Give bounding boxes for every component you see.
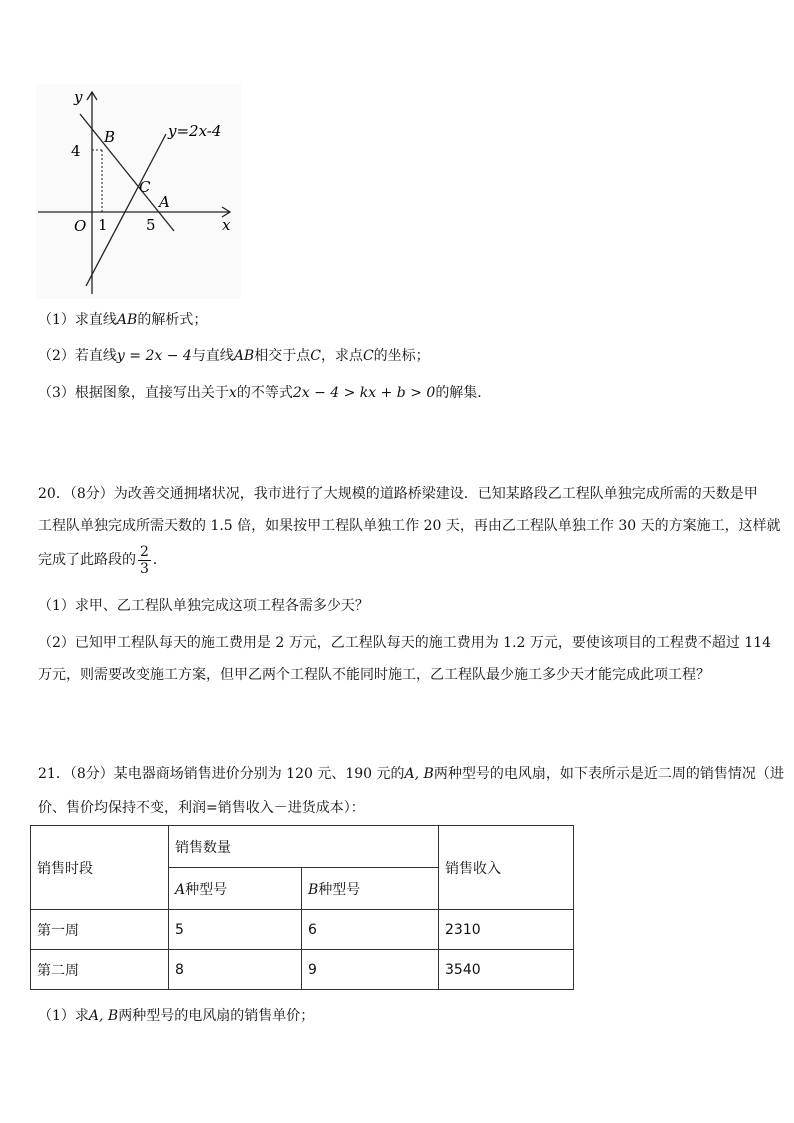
q21-line1-math-ab: A, B bbox=[404, 766, 434, 782]
y-axis-label: y bbox=[74, 88, 83, 106]
row2-b: 9 bbox=[302, 950, 439, 990]
header-model-b bbox=[302, 868, 439, 910]
q21-line1-text-c: 两种型号的电风扇，如下表所示是近二周的销售情况（进 bbox=[433, 766, 784, 782]
q19-part3-math-x: x bbox=[228, 385, 237, 401]
q20-line1: 20．（8分）为改善交通拥堵状况，我市进行了大规模的道路桥梁建设．已知某路段乙工程队单独完成所需的天数是甲 bbox=[38, 486, 758, 502]
q20-line3 bbox=[38, 543, 167, 577]
q19-part2-math-c2: C bbox=[362, 348, 374, 364]
x-axis-label: x bbox=[222, 216, 231, 234]
q19-part1 bbox=[38, 310, 207, 330]
q21-line1 bbox=[38, 764, 784, 784]
q19-part1-text-c: 的解析式； bbox=[137, 312, 208, 328]
q19-part3-text-e: 的解集． bbox=[435, 385, 492, 401]
q20-part1: （1）求甲、乙工程队单独完成这项工程各需多少天？ bbox=[38, 598, 369, 614]
q19-part3 bbox=[38, 383, 491, 403]
q19-part2-text-c: 与直线 bbox=[191, 348, 234, 364]
q20-part2-line1: （2）已知甲工程队每天的施工费用是 2 万元，乙工程队每天的施工费用为 1.2 万元，要使该项目的工程费不超过 114 bbox=[38, 635, 772, 651]
model-a-var: A bbox=[175, 881, 186, 898]
model-b-suffix: 种型号 bbox=[318, 881, 361, 898]
q21-part1 bbox=[38, 1006, 314, 1026]
point-b-label: B bbox=[104, 128, 116, 146]
q19-part2-text-a: （2）若直线 bbox=[38, 348, 117, 364]
fraction-two-thirds bbox=[138, 544, 151, 577]
row2-revenue: 3540 bbox=[439, 950, 574, 990]
point-a-label: A bbox=[159, 193, 170, 211]
tick-4-label: 4 bbox=[71, 142, 81, 160]
q21-part1-text-c: 两种型号的电风扇的销售单价； bbox=[118, 1008, 315, 1024]
tick-5-label: 5 bbox=[146, 216, 156, 234]
coordinate-graph bbox=[36, 84, 241, 299]
q20-line3-period: ． bbox=[152, 552, 167, 568]
header-period: 销售时段 bbox=[31, 826, 169, 910]
row1-revenue: 2310 bbox=[439, 910, 574, 950]
fraction-numerator: 2 bbox=[140, 543, 149, 560]
tick-1-label: 1 bbox=[98, 216, 108, 234]
point-c-label: C bbox=[139, 178, 151, 196]
q19-part2 bbox=[38, 346, 430, 366]
fraction-denominator: 3 bbox=[140, 560, 149, 577]
row2-period: 第二周 bbox=[31, 950, 169, 990]
row1-period: 第一周 bbox=[31, 910, 169, 950]
q19-part2-math-ab: AB bbox=[233, 348, 255, 364]
q21-line2: 价、售价均保持不变，利润=销售收入－进货成本）： bbox=[38, 800, 365, 816]
q20-part2-line2: 万元，则需要改变施工方案，但甲乙两个工程队不能同时施工，乙工程队最少施工多少天才能完成此项工程？ bbox=[38, 667, 710, 683]
q19-part2-math-line: y = 2x − 4 bbox=[116, 348, 192, 364]
q21-part1-math-ab: A, B bbox=[88, 1008, 119, 1024]
line-equation-label: y=2x-4 bbox=[168, 122, 222, 140]
table-row bbox=[31, 950, 574, 990]
sales-table bbox=[30, 825, 574, 990]
q21-line1-text-a: 21．（8分）某电器商场销售进价分别为 120 元、190 元的 bbox=[38, 766, 405, 782]
q19-part3-math-inequality: 2x − 4 > kx + b > 0 bbox=[292, 385, 436, 401]
q21-part1-text-a: （1）求 bbox=[38, 1008, 89, 1024]
row2-a: 8 bbox=[169, 950, 302, 990]
model-a-suffix: 种型号 bbox=[185, 881, 228, 898]
q20-line2: 工程队单独完成所需天数的 1.5 倍，如果按甲工程队单独工作 20 天，再由乙工程队单独工作 30 天的方案施工，这样就 bbox=[38, 518, 781, 534]
header-quantity: 销售数量 bbox=[169, 826, 439, 868]
q19-part1-text-a: （1）求直线 bbox=[38, 312, 117, 328]
row1-a: 5 bbox=[169, 910, 302, 950]
q19-part2-math-c: C bbox=[310, 348, 321, 364]
model-b-var: B bbox=[308, 881, 319, 898]
q19-part3-text-c: 的不等式 bbox=[236, 385, 293, 401]
header-revenue: 销售收入 bbox=[439, 826, 574, 910]
q19-part2-text-e: 相交于点 bbox=[254, 348, 311, 364]
row1-b: 6 bbox=[302, 910, 439, 950]
q19-part1-math-ab: AB bbox=[116, 312, 138, 328]
q19-part2-text-i: 的坐标； bbox=[373, 348, 430, 364]
origin-label: O bbox=[74, 217, 87, 235]
q20-line3-text: 完成了此路段的 bbox=[38, 552, 136, 568]
header-model-a bbox=[169, 868, 302, 910]
table-row bbox=[31, 910, 574, 950]
q19-part3-text-a: （3）根据图象，直接写出关于 bbox=[38, 385, 229, 401]
q19-part2-text-g: ，求点 bbox=[320, 348, 363, 364]
